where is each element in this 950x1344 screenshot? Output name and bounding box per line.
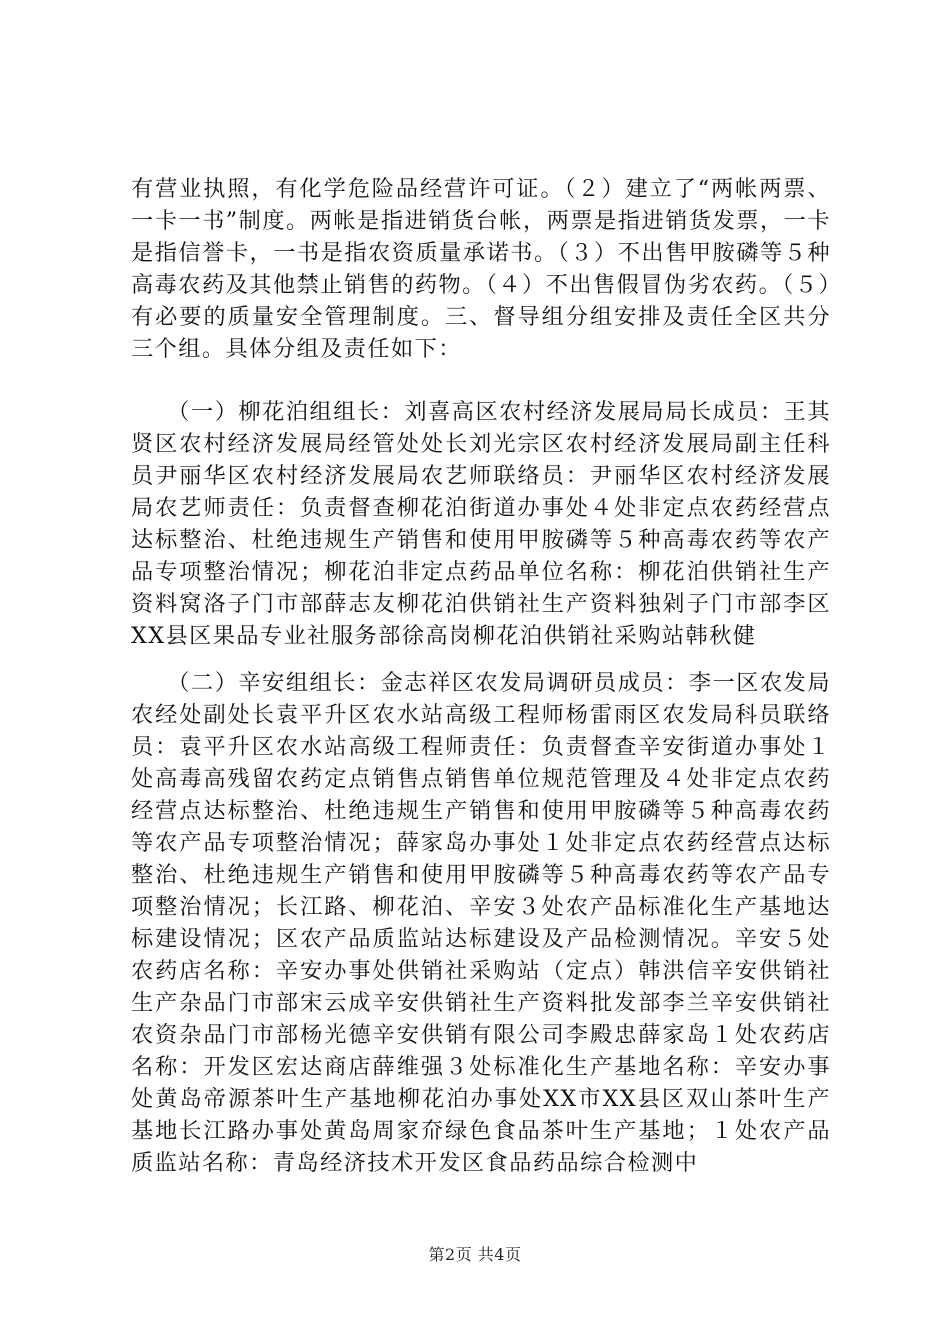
paragraph-group-two: （二）辛安组组长：金志祥区农发局调研员成员：李一区农发局农经处副处长袁平升区农水站高级工程师杨雷雨区农发局科员联络员：袁平升区农水站高级工程师责任：负责督查辛安街道办事处１处高毒高残留农药定点销售点销售单位规范管理及４处非定点农药经营点达标整治、杜绝违规生产销售和使用甲胺磷等５种高毒农药等农产品专项整治情况；薛家岛办事处１处非定点农药经营点达标整治、杜绝违规生产销售和使用甲胺磷等５种高毒农药等农产品专项整治情况；长江路、柳花泊、辛安３处农产品标准化生产基地达标建设情况；区农产品质监站达标建设及产品检测情况。辛安５处农药店名称：辛安办事处供销社采购站（定点）韩洪信辛安供销社生产杂品门市部宋云成辛安供销社生产资料批发部李兰辛安供销社农资杂品门市部杨光德辛安供销有限公司李殿忠薛家岛１处农药店名称：开发区宏达商店薛维强３处标准化生产基地名称：辛安办事处黄岛帝源茶叶生产基地柳花泊办事处XX市XX县区双山茶叶生产基地长江路办事处黄岛周家夼绿色食品茶叶生产基地；１处农产品质监站名称：青岛经济技术开发区食品药品综合检测中 — [131, 670, 831, 1176]
paragraph-group-one: （一）柳花泊组组长：刘喜高区农村经济发展局局长成员：王其贤区农村经济发展局经管处处长刘光宗区农村经济发展局副主任科员尹丽华区农村经济发展局农艺师联络员：尹丽华区农村经济发展局农艺师责任：负责督查柳花泊街道办事处４处非定点农药经营点达标整治、杜绝违规生产销售和使用甲胺磷等５种高毒农药等农产品专项整治情况；柳花泊非定点药品单位名称：柳花泊供销社生产资料窝洛子门市部薛志友柳花泊供销社生产资料独剁子门市部李区XX县区果品专业社服务部徐高岗柳花泊供销社采购站韩秋健 — [131, 399, 831, 649]
paragraph-requirements: 有营业执照，有化学危险品经营许可证。（２）建立了“两帐两票、一卡一书”制度。两帐是指进销货台帐，两票是指进销货发票，一卡是指信誉卡，一书是指农资质量承诺书。（３）不出售甲胺磷等５种高毒农药及其他禁止销售的药物。（４）不出售假冒伪劣农药。（５）有必要的质量安全管理制度。三、督导组分组安排及责任全区共分三个组。具体分组及责任如下： — [131, 176, 831, 362]
page-number-footer: 第2页 共4页 — [428, 1245, 522, 1264]
